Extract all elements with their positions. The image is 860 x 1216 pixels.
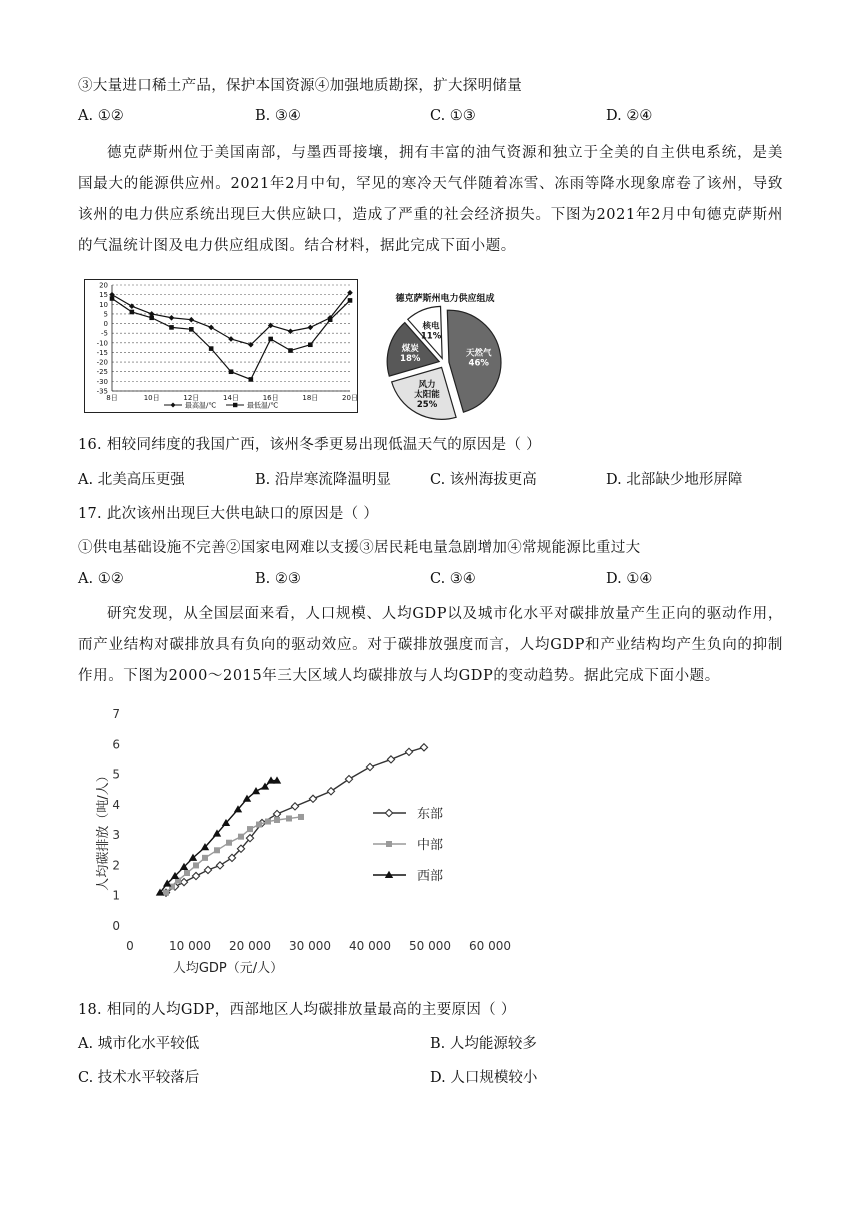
data-point-east bbox=[204, 866, 211, 873]
legend-marker-east bbox=[385, 809, 392, 816]
q17-option-c[interactable]: C. ③④ bbox=[430, 571, 476, 587]
data-point-central bbox=[256, 822, 262, 828]
pie-slice-label: 核电 bbox=[422, 321, 440, 332]
data-point-east bbox=[420, 744, 427, 751]
q15-option-c[interactable]: C. ①③ bbox=[430, 108, 476, 124]
pie-slice-percent: 46% bbox=[468, 358, 489, 369]
q17-stem: 17. 此次该州出现巨大供电缺口的原因是（ ） bbox=[78, 506, 379, 522]
temp-min-point bbox=[229, 369, 234, 374]
x-tick-label: 30 000 bbox=[289, 939, 331, 953]
series-line-west bbox=[160, 781, 277, 893]
x-tick-label: 60 000 bbox=[469, 939, 511, 953]
legend-marker-central bbox=[386, 841, 392, 847]
q16-option-d[interactable]: D. 北部缺少地形屏障 bbox=[606, 472, 743, 488]
pie-slice-label: 太阳能 bbox=[414, 389, 440, 400]
data-point-central bbox=[202, 855, 208, 861]
temp-x-tick-label: 20日 bbox=[342, 394, 358, 402]
legend-min-label: 最低温/℃ bbox=[247, 401, 279, 410]
data-point-central bbox=[286, 815, 292, 821]
data-point-central bbox=[226, 840, 232, 846]
q15-statement: ③大量进口稀土产品，保护本国资源④加强地质勘探，扩大探明储量 bbox=[78, 78, 522, 94]
pie-slice-label: 煤炭 bbox=[401, 344, 419, 355]
temp-x-tick-label: 14日 bbox=[223, 394, 239, 402]
temp-min-point bbox=[348, 298, 353, 303]
y-tick-label: 3 bbox=[112, 828, 120, 843]
data-point-central bbox=[163, 890, 169, 896]
temp-y-tick-label: -15 bbox=[96, 348, 108, 357]
x-tick-label: 20 000 bbox=[229, 939, 271, 953]
y-tick-label: 4 bbox=[112, 797, 120, 812]
x-tick-label: 0 bbox=[126, 939, 134, 953]
temp-y-tick-label: -25 bbox=[96, 368, 108, 377]
pie-chart-title: 德克萨斯州电力供应组成 bbox=[395, 294, 495, 304]
data-point-east bbox=[387, 756, 394, 763]
legend-label-east: 东部 bbox=[417, 807, 444, 822]
data-point-east bbox=[405, 748, 412, 755]
q18-option-a[interactable]: A. 城市化水平较低 bbox=[78, 1036, 200, 1052]
passage-carbon: 研究发现，从全国层面来看，人口规模、人均GDP以及城市化水平对碳排放量产生正向的驱动作用，而产业结构对碳排放具有负向的驱动效应。对于碳排放强度而言，人均GDP和产业结构均产生负向的抑制作用。下图为2000～2015年三大区域人均碳排放与人均GDP的变动趋势。据此完成下面小题。 bbox=[78, 606, 783, 684]
x-tick-label: 40 000 bbox=[349, 939, 391, 953]
temp-y-tick-label: 15 bbox=[99, 291, 108, 300]
temp-y-tick-label: 10 bbox=[99, 300, 108, 309]
temp-y-tick-label: 20 bbox=[99, 281, 108, 290]
q15-option-b[interactable]: B. ③④ bbox=[255, 108, 301, 124]
data-point-central bbox=[238, 834, 244, 840]
y-axis-label: 人均碳排放（吨/人） bbox=[96, 769, 111, 891]
temp-y-tick-label: 0 bbox=[103, 320, 108, 329]
temp-min-point bbox=[288, 348, 293, 353]
y-tick-label: 5 bbox=[112, 767, 120, 782]
temp-min-point bbox=[209, 346, 214, 351]
q16-option-c[interactable]: C. 该州海拔更高 bbox=[430, 472, 537, 488]
temp-y-tick-label: 5 bbox=[103, 310, 108, 319]
temp-min-point bbox=[328, 317, 333, 322]
pie-slice-percent: 25% bbox=[416, 399, 438, 410]
q18-option-c[interactable]: C. 技术水平较落后 bbox=[78, 1070, 200, 1086]
carbon-emission-chart bbox=[78, 700, 518, 984]
temp-y-tick-label: -20 bbox=[96, 358, 108, 367]
data-point-east bbox=[309, 795, 316, 802]
q17-option-b[interactable]: B. ②③ bbox=[255, 571, 301, 587]
q16-option-b[interactable]: B. 沿岸寒流降温明显 bbox=[255, 472, 391, 488]
temp-min-point bbox=[189, 327, 194, 332]
x-tick-label: 50 000 bbox=[409, 939, 451, 953]
temperature-chart bbox=[84, 279, 358, 413]
data-point-central bbox=[193, 862, 199, 868]
temp-min-point bbox=[268, 337, 273, 342]
temp-min-point bbox=[249, 377, 254, 382]
x-tick-label: 10 000 bbox=[169, 939, 211, 953]
pie-slice-label: 风力 bbox=[418, 379, 436, 390]
legend-label-west: 西部 bbox=[417, 869, 444, 884]
q16-stem: 16. 相较同纬度的我国广西，该州冬季更易出现低温天气的原因是（ ） bbox=[78, 437, 541, 453]
temp-min-point bbox=[149, 315, 154, 320]
temp-y-tick-label: -30 bbox=[96, 377, 108, 386]
pie-slice-percent: 18% bbox=[400, 354, 421, 365]
temp-y-tick-label: -5 bbox=[101, 329, 108, 338]
q16-option-a[interactable]: A. 北美高压更强 bbox=[78, 472, 185, 488]
data-point-central bbox=[184, 870, 190, 876]
q18-stem: 18. 相同的人均GDP，西部地区人均碳排放量最高的主要原因（ ） bbox=[78, 1002, 516, 1018]
y-tick-label: 7 bbox=[112, 707, 120, 721]
temp-x-tick-label: 8日 bbox=[106, 394, 118, 402]
temp-x-tick-label: 10日 bbox=[143, 394, 160, 402]
legend-min-marker bbox=[233, 403, 237, 407]
data-point-east bbox=[366, 763, 373, 770]
y-tick-label: 0 bbox=[112, 919, 120, 933]
data-point-east bbox=[180, 878, 187, 885]
q18-option-d[interactable]: D. 人口规模较小 bbox=[430, 1070, 538, 1086]
q15-option-d[interactable]: D. ②④ bbox=[606, 108, 653, 124]
data-point-east bbox=[192, 872, 199, 879]
temp-min-point bbox=[169, 325, 174, 330]
data-point-east bbox=[273, 810, 280, 817]
x-axis-label: 人均GDP（元/人） bbox=[172, 961, 284, 976]
temp-min-point bbox=[110, 296, 115, 301]
q15-option-a[interactable]: A. ①② bbox=[78, 108, 124, 124]
data-point-central bbox=[214, 847, 220, 853]
q17-statement: ①供电基础设施不完善②国家电网难以支援③居民耗电量急剧增加④常规能源比重过大 bbox=[78, 540, 641, 556]
legend-max-label: 最高温/℃ bbox=[185, 401, 217, 410]
q17-option-d[interactable]: D. ①④ bbox=[606, 571, 653, 587]
q18-option-b[interactable]: B. 人均能源较多 bbox=[430, 1036, 537, 1052]
power-supply-pie-chart bbox=[378, 283, 518, 421]
y-tick-label: 1 bbox=[112, 888, 120, 903]
temp-min-point bbox=[130, 310, 135, 315]
temp-x-tick-label: 16日 bbox=[262, 394, 279, 402]
temp-x-tick-label: 18日 bbox=[302, 394, 319, 402]
data-point-east bbox=[216, 862, 223, 869]
y-tick-label: 2 bbox=[112, 858, 120, 873]
temp-y-tick-label: -10 bbox=[96, 339, 108, 348]
pie-slice-percent: 11% bbox=[420, 331, 442, 342]
temp-min-point bbox=[308, 342, 313, 347]
temp-y-tick-label: -35 bbox=[96, 387, 108, 396]
temp-x-tick-label: 12日 bbox=[183, 394, 200, 402]
legend-label-central: 中部 bbox=[417, 838, 444, 853]
data-point-central bbox=[247, 826, 253, 832]
q17-option-a[interactable]: A. ①② bbox=[78, 571, 124, 587]
data-point-west bbox=[252, 787, 260, 794]
y-tick-label: 6 bbox=[112, 737, 120, 752]
pie-slice-label: 天然气 bbox=[465, 348, 492, 359]
data-point-central bbox=[265, 819, 271, 825]
passage-texas: 德克萨斯州位于美国南部，与墨西哥接壤，拥有丰富的油气资源和独立于全美的自主供电系统，是美国最大的能源供应州。2021年2月中旬，罕见的寒冷天气伴随着冻雪、冻雨等降水现象席卷了该州，导致该州的电力供应系统出现巨大供应缺口，造成了严重的社会经济损失。下图为2021年2月中旬德克萨斯州的气温统计图及电力供应组成图。结合材料，据此完成下面小题。 bbox=[78, 145, 783, 254]
data-point-east bbox=[291, 803, 298, 810]
data-point-central bbox=[298, 814, 304, 820]
data-point-central bbox=[274, 817, 280, 823]
